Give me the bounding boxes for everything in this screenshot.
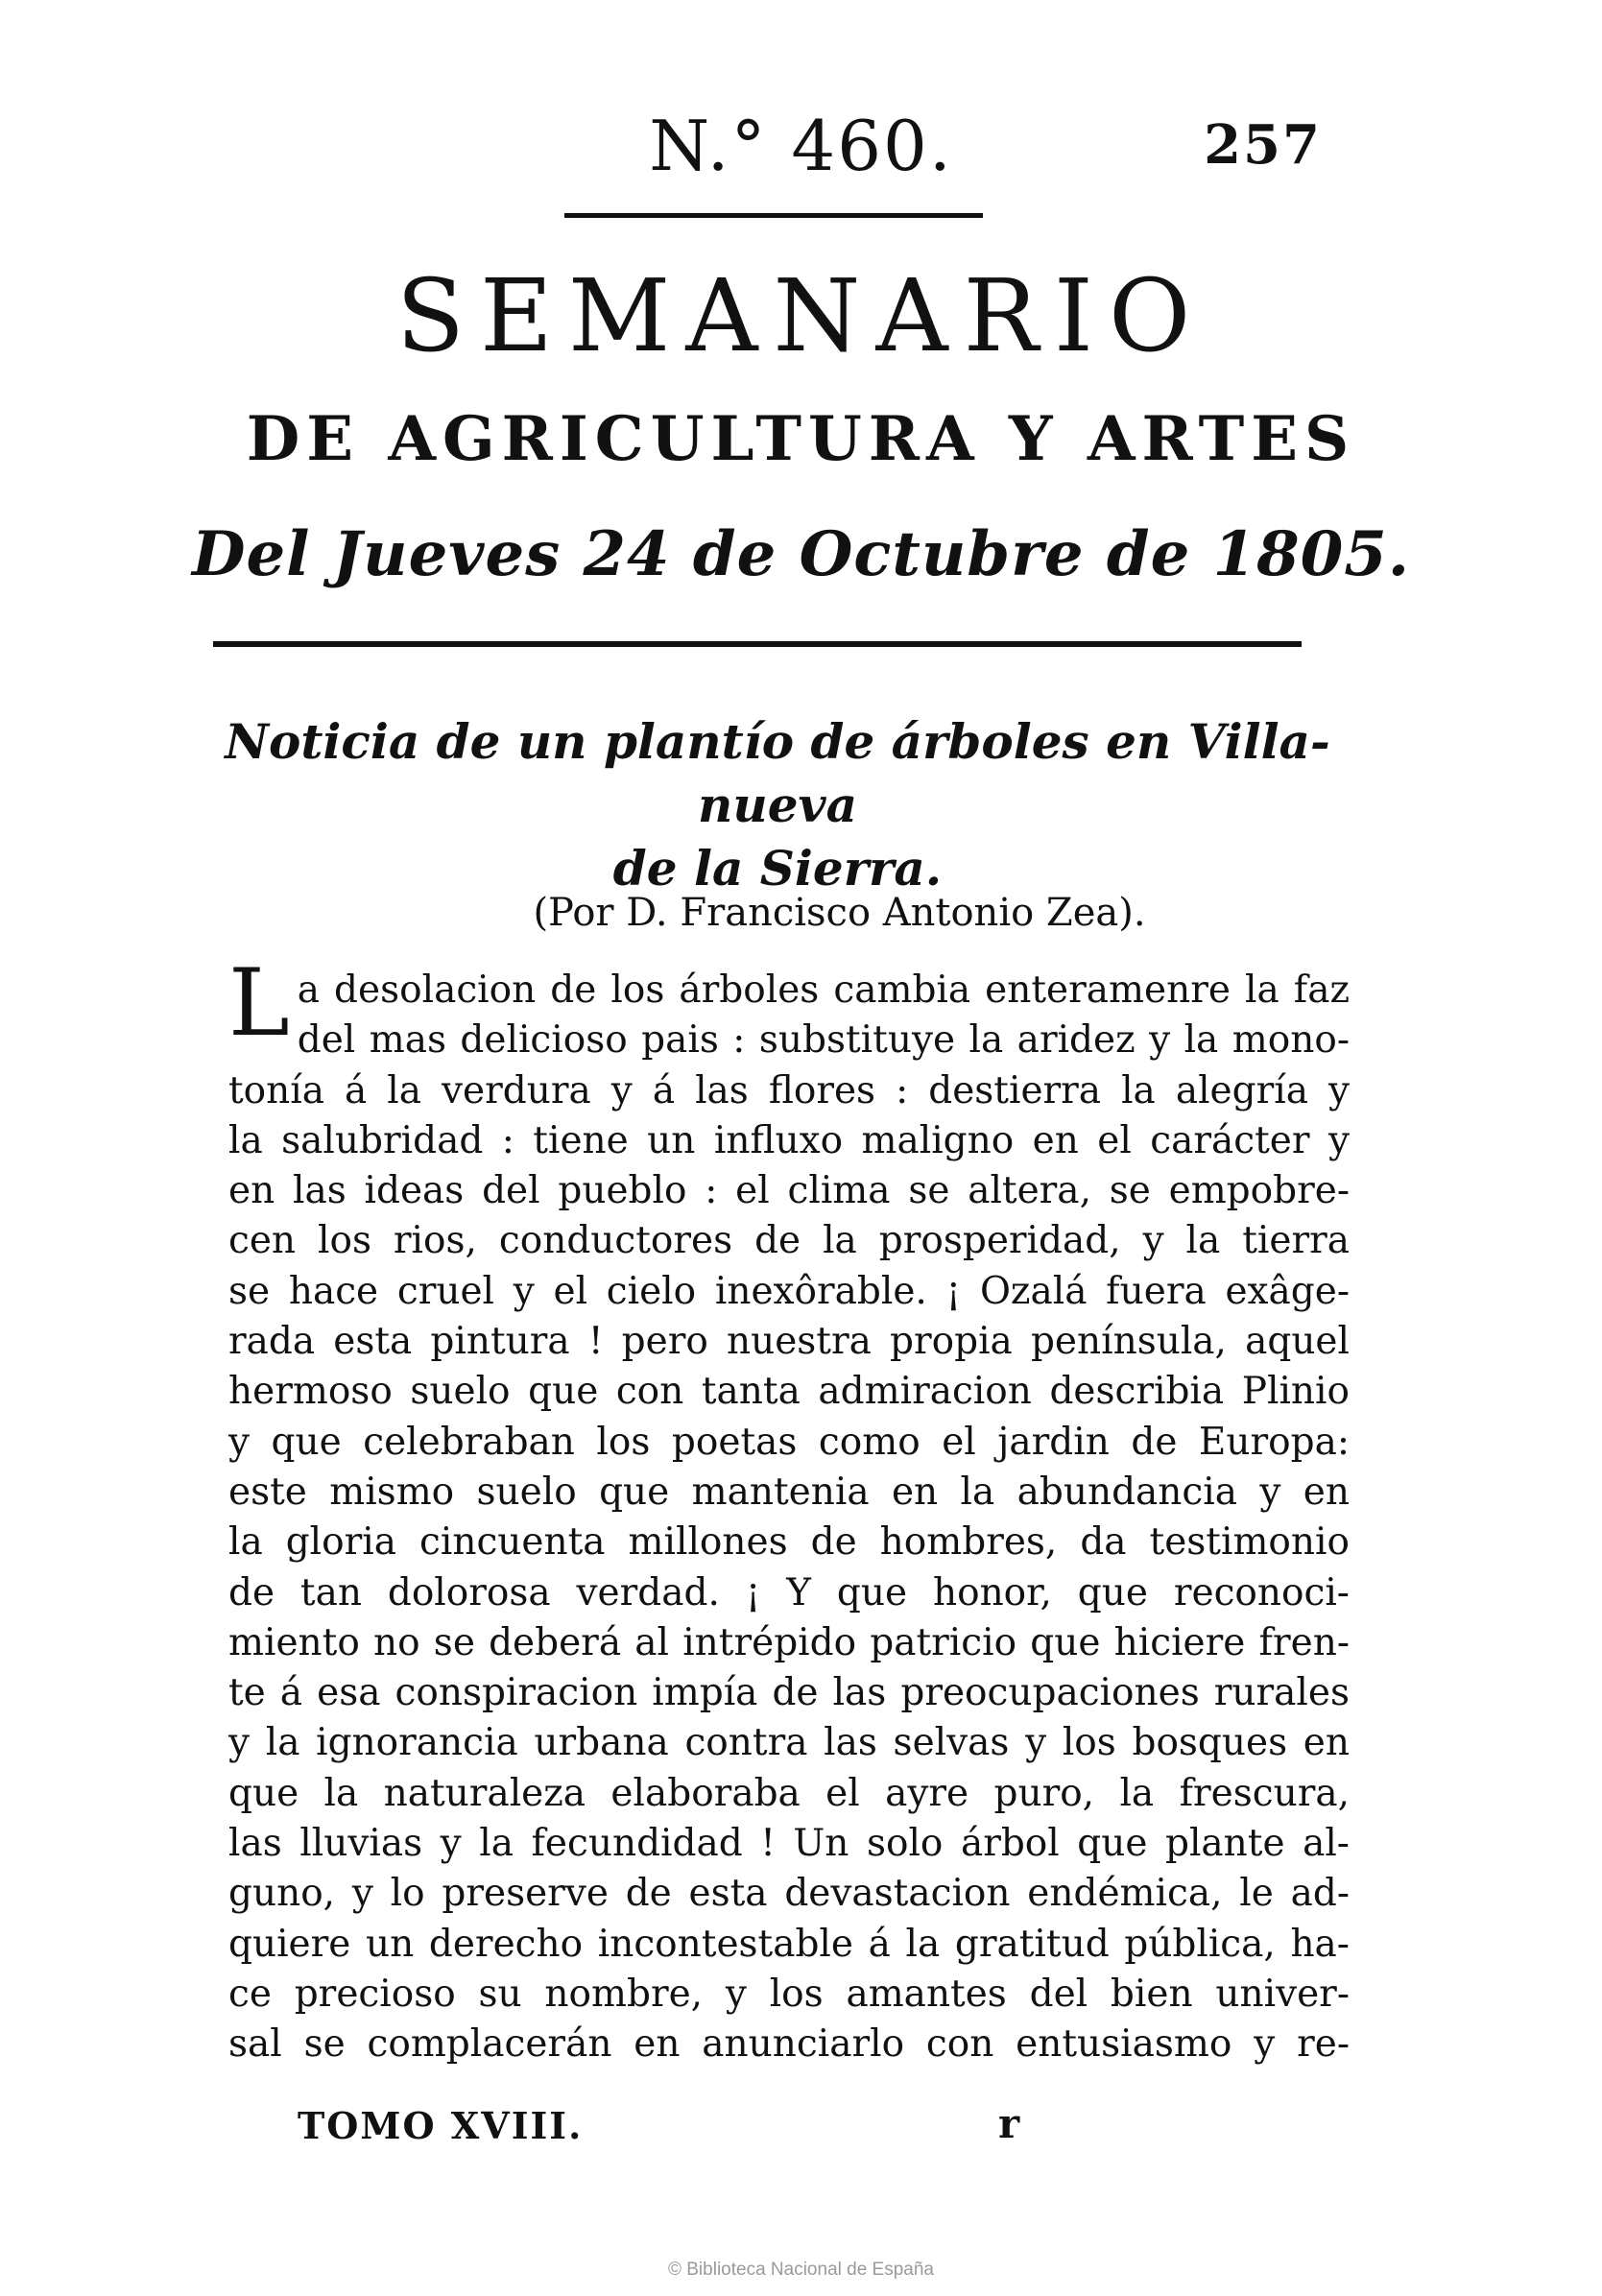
body-line: hermoso suelo que con tanta admiracion describia Plinio <box>228 1370 1350 1414</box>
body-line: te á esa conspiracion impía de las preocupaciones rurales <box>228 1671 1350 1715</box>
body-line: la gloria cincuenta millones de hombres, da testimonio <box>228 1520 1350 1565</box>
masthead-date: Del Jueves 24 de Octubre de 1805. <box>191 518 1411 590</box>
body-line: guno, y lo preserve de esta devastacion endémica, le ad- <box>228 1872 1350 1916</box>
body-line: de tan dolorosa verdad. ¡ Y que honor, que reconoci- <box>228 1570 1350 1614</box>
article-heading <box>182 710 1373 900</box>
masthead-subtitle: DE AGRICULTURA Y ARTES <box>246 403 1356 475</box>
page-number: 257 <box>1204 113 1322 177</box>
body-line: miento no se deberá al intrépido patricio que hiciere fren- <box>228 1620 1350 1664</box>
body-line: las lluvias y la fecundidad ! Un solo árbol que plante al- <box>228 1822 1350 1866</box>
body-line: y que celebraban los poetas como el jardin de Europa: <box>228 1420 1350 1464</box>
body-line: se hace cruel y el cielo inexôrable. ¡ Ozalá fuera exâge- <box>228 1269 1350 1313</box>
drop-cap: L <box>228 949 290 1057</box>
body-line: este mismo suelo que mantenia en la abundancia y en <box>228 1470 1350 1514</box>
body-line: rada esta pintura ! pero nuestra propia península, aquel <box>228 1320 1350 1364</box>
body-line: cen los rios, conductores de la prosperidad, y la tierra <box>228 1219 1350 1263</box>
masthead-rule <box>213 641 1302 647</box>
body-line: ce precioso su nombre, y los amantes del bien univer- <box>228 1972 1350 2016</box>
body-line: en las ideas del pueblo : el clima se altera, se empobre- <box>228 1169 1350 1213</box>
body-line: que la naturaleza elaboraba el ayre puro, la frescura, <box>228 1771 1350 1815</box>
article-byline: (Por D. Francisco Antonio Zea). <box>533 891 1146 935</box>
body-line: sal se complacerán en anunciarlo con entusiasmo y re- <box>228 2022 1350 2067</box>
signature-letter: r <box>998 2100 1020 2147</box>
watermark: © Biblioteca Nacional de España <box>667 2260 934 2280</box>
body-line: quiere un derecho incontestable á la gratitud pública, ha- <box>228 1922 1350 1966</box>
article-heading-line-1: Noticia de un plantío de árboles en Villa-nueva <box>225 713 1330 833</box>
body-line: y la ignorancia urbana contra las selvas y los bosques en <box>228 1721 1350 1765</box>
signature-tomo: TOMO XVIII. <box>298 2104 584 2147</box>
article-heading-line-2: de la Sierra. <box>612 840 943 897</box>
header-rule <box>564 213 983 218</box>
body-line: la salubridad : tiene un influxo maligno en el carácter y <box>228 1118 1350 1162</box>
body-line: tonía á la verdura y á las flores : destierra la alegría y <box>228 1068 1350 1112</box>
issue-number: N.° 460. <box>649 106 953 186</box>
article-body <box>228 949 1350 2070</box>
body-line: a desolacion de los árboles cambia enteramenre la faz <box>297 969 1350 1012</box>
body-line: del mas delicioso pais : substituye la aridez y la mono- <box>297 1018 1350 1063</box>
masthead-title: SEMANARIO <box>395 257 1207 374</box>
